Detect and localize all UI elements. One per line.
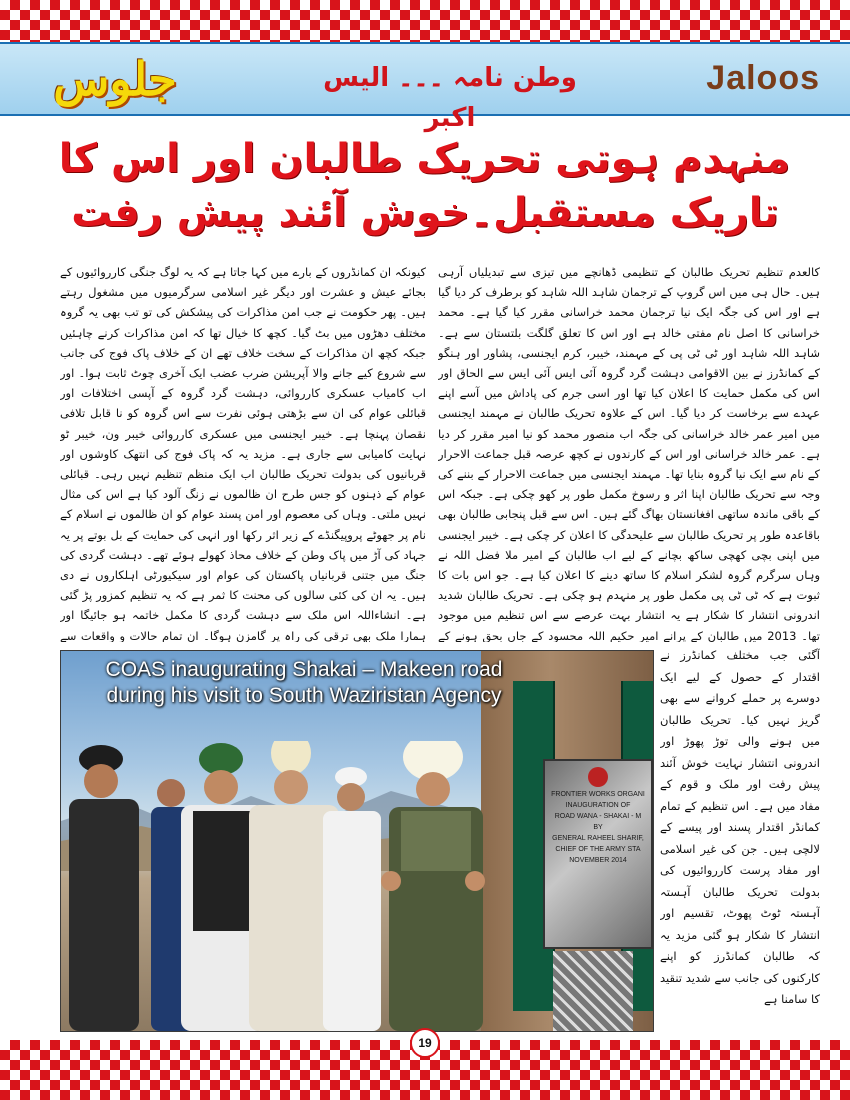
jaloos-urdu-logo — [40, 50, 190, 108]
inauguration-plaque — [543, 759, 653, 949]
plaque-inauguration-text: INAUGURATION OF — [565, 802, 631, 809]
lattice-pattern — [553, 951, 633, 1031]
plaque-name-text: GENERAL RAHEEL SHARIF, — [552, 835, 644, 842]
caption-line-2: during his visit to South Waziristan Agency — [106, 684, 502, 707]
page-number: 19 — [410, 1028, 440, 1058]
plaque-organization: FRONTIER WORKS ORGANI — [551, 791, 645, 798]
dignitaries-group-illustration — [61, 741, 541, 1031]
fwo-emblem-icon — [588, 767, 608, 787]
photo-caption — [69, 657, 539, 709]
article-column-photo-side: آگئی جب مختلف کمانڈرز نے اقتدار کے حصول کے لیے ایک دوسرے پر حملے کروانے سے بھی گریز نہیں کیا۔ تحریک طالبان میں ہونے والی توڑ پھوڑ اور اندرونی انتشار نہایت خوش آئند پیش رفت اور ملک و قوم کے مفاد میں ہے۔ اس تنظیم کے تمام کمانڈر اقتدار پسند اور پیسے کے لالچی ہیں۔ جن کی غیر اسلامی اور مفاد پرست کارروائیوں کی بدولت تحریک طالبان آہستہ آہستہ ٹوٹ پھوٹ، تقسیم اور انتشار کا شکار ہو گئی مزید یہ کہ طالبان کمانڈرز کو اپنے کارکنوں کی جانب سے شدید تنقید کا سامنا ہے — [660, 648, 820, 1006]
article-headline — [60, 132, 790, 240]
section-title: وطن نامہ ۔۔۔ الیس اکبر — [323, 63, 577, 133]
plaque-by-text: BY — [593, 824, 603, 831]
article-column-left: کیونکہ ان کمانڈروں کے بارے میں کہا جاتا ہے کہ یہ لوگ جنگی کارروائیوں کے بجائے عیش و عشرت اور دیگر غیر اسلامی سرگرمیوں میں مشغول رہتے ہیں۔ پھر حکومت نے جب امن مذاکرات کی پیشکش کی تو تب بھی یہ گروہ مختلف دھڑوں میں بٹ گیا۔ کچھ کا خیال تھا کہ امن مذاکرات کرنے چاہئیں جبکہ کچھ ان مذاکرات کے سخت خلاف تھے ان کے خلاف پاک فوج کی جانب سے شروع کیے جانے والا آپریشن ضرب عضب ایک آخری چوٹ ثابت ہوا۔ اور اب کامیاب عسکری کارروائی، دہشت گرد گروہ کے آپسی اختلافات اور قبائلی عوام کی ان سے بڑھتی ہوئی نفرت سے اس گروہ کو نا قابل تلافی نقصان پہنچا ہے۔ خیبر ایجنسی میں عسکری کارروائی خیبر ون، خیبر ٹو نہایت کامیابی سے جاری ہے۔ مزید یہ کہ پاک فوج کی انتھک کاوشوں اور قربانیوں کی بدولت تحریک طالبان اب ایک منظم تنظیم نہیں رہی۔ قبائلی عوام کے ذہنوں کو جس طرح ان ظالموں نے زنگ آلود کیا ہے اس کی مثال نہیں ملتی۔ وہاں کی معصوم اور امن پسند عوام کو ان ظالموں نے اسلام کے نام پر جھوٹے پروپیگنڈے کے زیر اثر رکھا اور انہی کی حمایت کے بل بوتے پر یہ جہاد کی آڑ میں پاک وطن کے خلاف محاذ کھولے ہوئے تھے۔ دہشت گردی کی جنگ میں جتنی قربانیاں پاکستان کی عوام اور سیکیورٹی اہلکاروں نے دی ہیں۔ یہ ان کی کئی سالوں کی محنت کا ثمر ہے کہ یہ تنظیم کمزور پڑ گئی ہے۔ انشاءاللہ اس ملک سے دہشت گردی کا مکمل خاتمہ ہو جائیگا اور ہمارا ملک بھی ترقی کی راہ پر گامزن ہوگا۔ ان تمام حالات و واقعات سے — [60, 265, 426, 642]
headline-line-2: تاریک مستقبل۔خوش آئند پیش رفت — [71, 190, 779, 236]
inauguration-photo — [60, 650, 654, 1032]
plaque-date-text: NOVEMBER 2014 — [569, 857, 627, 864]
plaque-title-text: CHIEF OF THE ARMY STA — [555, 846, 641, 853]
caption-line-1: COAS inaugurating Shakai – Makeen road — [105, 658, 503, 681]
article-column-right: کالعدم تنظیم تحریک طالبان کے تنظیمی ڈھانچے میں تیزی سے تبدیلیاں آرہی ہیں۔ حال ہی میں اس گروپ کے ترجمان شاہد اللہ شاہد کو برطرف کر دیا گیا ہے اور اس کی جگہ ایک نیا ترجمان محمد خراسانی مقرر کیا گیا ہے۔ محمد خراسانی کا اصل نام مفتی خالد ہے اور اس کا تعلق گلگت بلتستان سے ہے۔ شاہد اللہ شاہد اور ٹی ٹی پی کے مہمند، خیبر، کرم ایجنسی، پشاور اور ہنگو کے کمانڈرز نے بین الاقوامی دہشت گرد گروہ آئی ایس آئی ایس سے الحاق اور اس کی مکمل حمایت کا اعلان کیا تھا اور اسی جرم کی پاداش میں آسے اپنے عہدے سے برخاست کر دیا گیا۔ اس کے علاوہ تحریک طالبان نے مہمند ایجنسی میں امیر عمر خالد خراسانی کی جگہ اب منصور محمد کو نیا امیر مقرر کر دیا ہے۔ عمر خالد خراسانی اور اس کے کارندوں نے کچھ عرصہ قبل جماعت الاحرار کے نام سے ایک نیا گروہ بنایا تھا۔ مہمند ایجنسی میں جماعت الاحرار کے بننے کی وجہ سے تحریک طالبان اپنا اثر و رسوخ مکمل طور پر کھو چکی ہے۔ جبکہ اس کے باقی ماندہ ساتھی افغانستان بھاگ گئے ہیں۔ اس سے قبل پنجابی طالبان بھی باقاعدہ طور پر تحریک طالبان سے علیحدگی کا اعلان کر چکی ہے۔ خیبر ایجنسی میں اپنی بچی کھچی ساکھ بچانے کے لیے اب طالبان کے امیر ملا فضل اللہ نے وہاں سرگرم گروہ لشکر اسلام کا ساتھ دینے کا اعلان کیا ہے۔ جو اس بات کا ثبوت ہے کہ ٹی ٹی پی مکمل طور پر منہدم ہو چکی ہے۔ تحریک طالبان شدید اندرونی انتشار کا شکار ہے یہ انتشار بہت عرصے سے اس تنظیم میں موجود تھا۔ 2013 میں طالبان کے پرانے امیر حکیم اللہ محسود کے جاں بحق ہونے کے — [438, 265, 820, 642]
brand-name: Jaloos — [706, 59, 820, 97]
logo-text: جلوس — [53, 52, 177, 106]
top-checker-band — [0, 0, 850, 42]
masthead — [0, 42, 850, 133]
headline-line-1: منہدم ہوتی تحریک طالبان اور اس کا — [58, 136, 790, 182]
plaque-road-text: ROAD WANA - SHAKAI - M — [554, 813, 642, 820]
